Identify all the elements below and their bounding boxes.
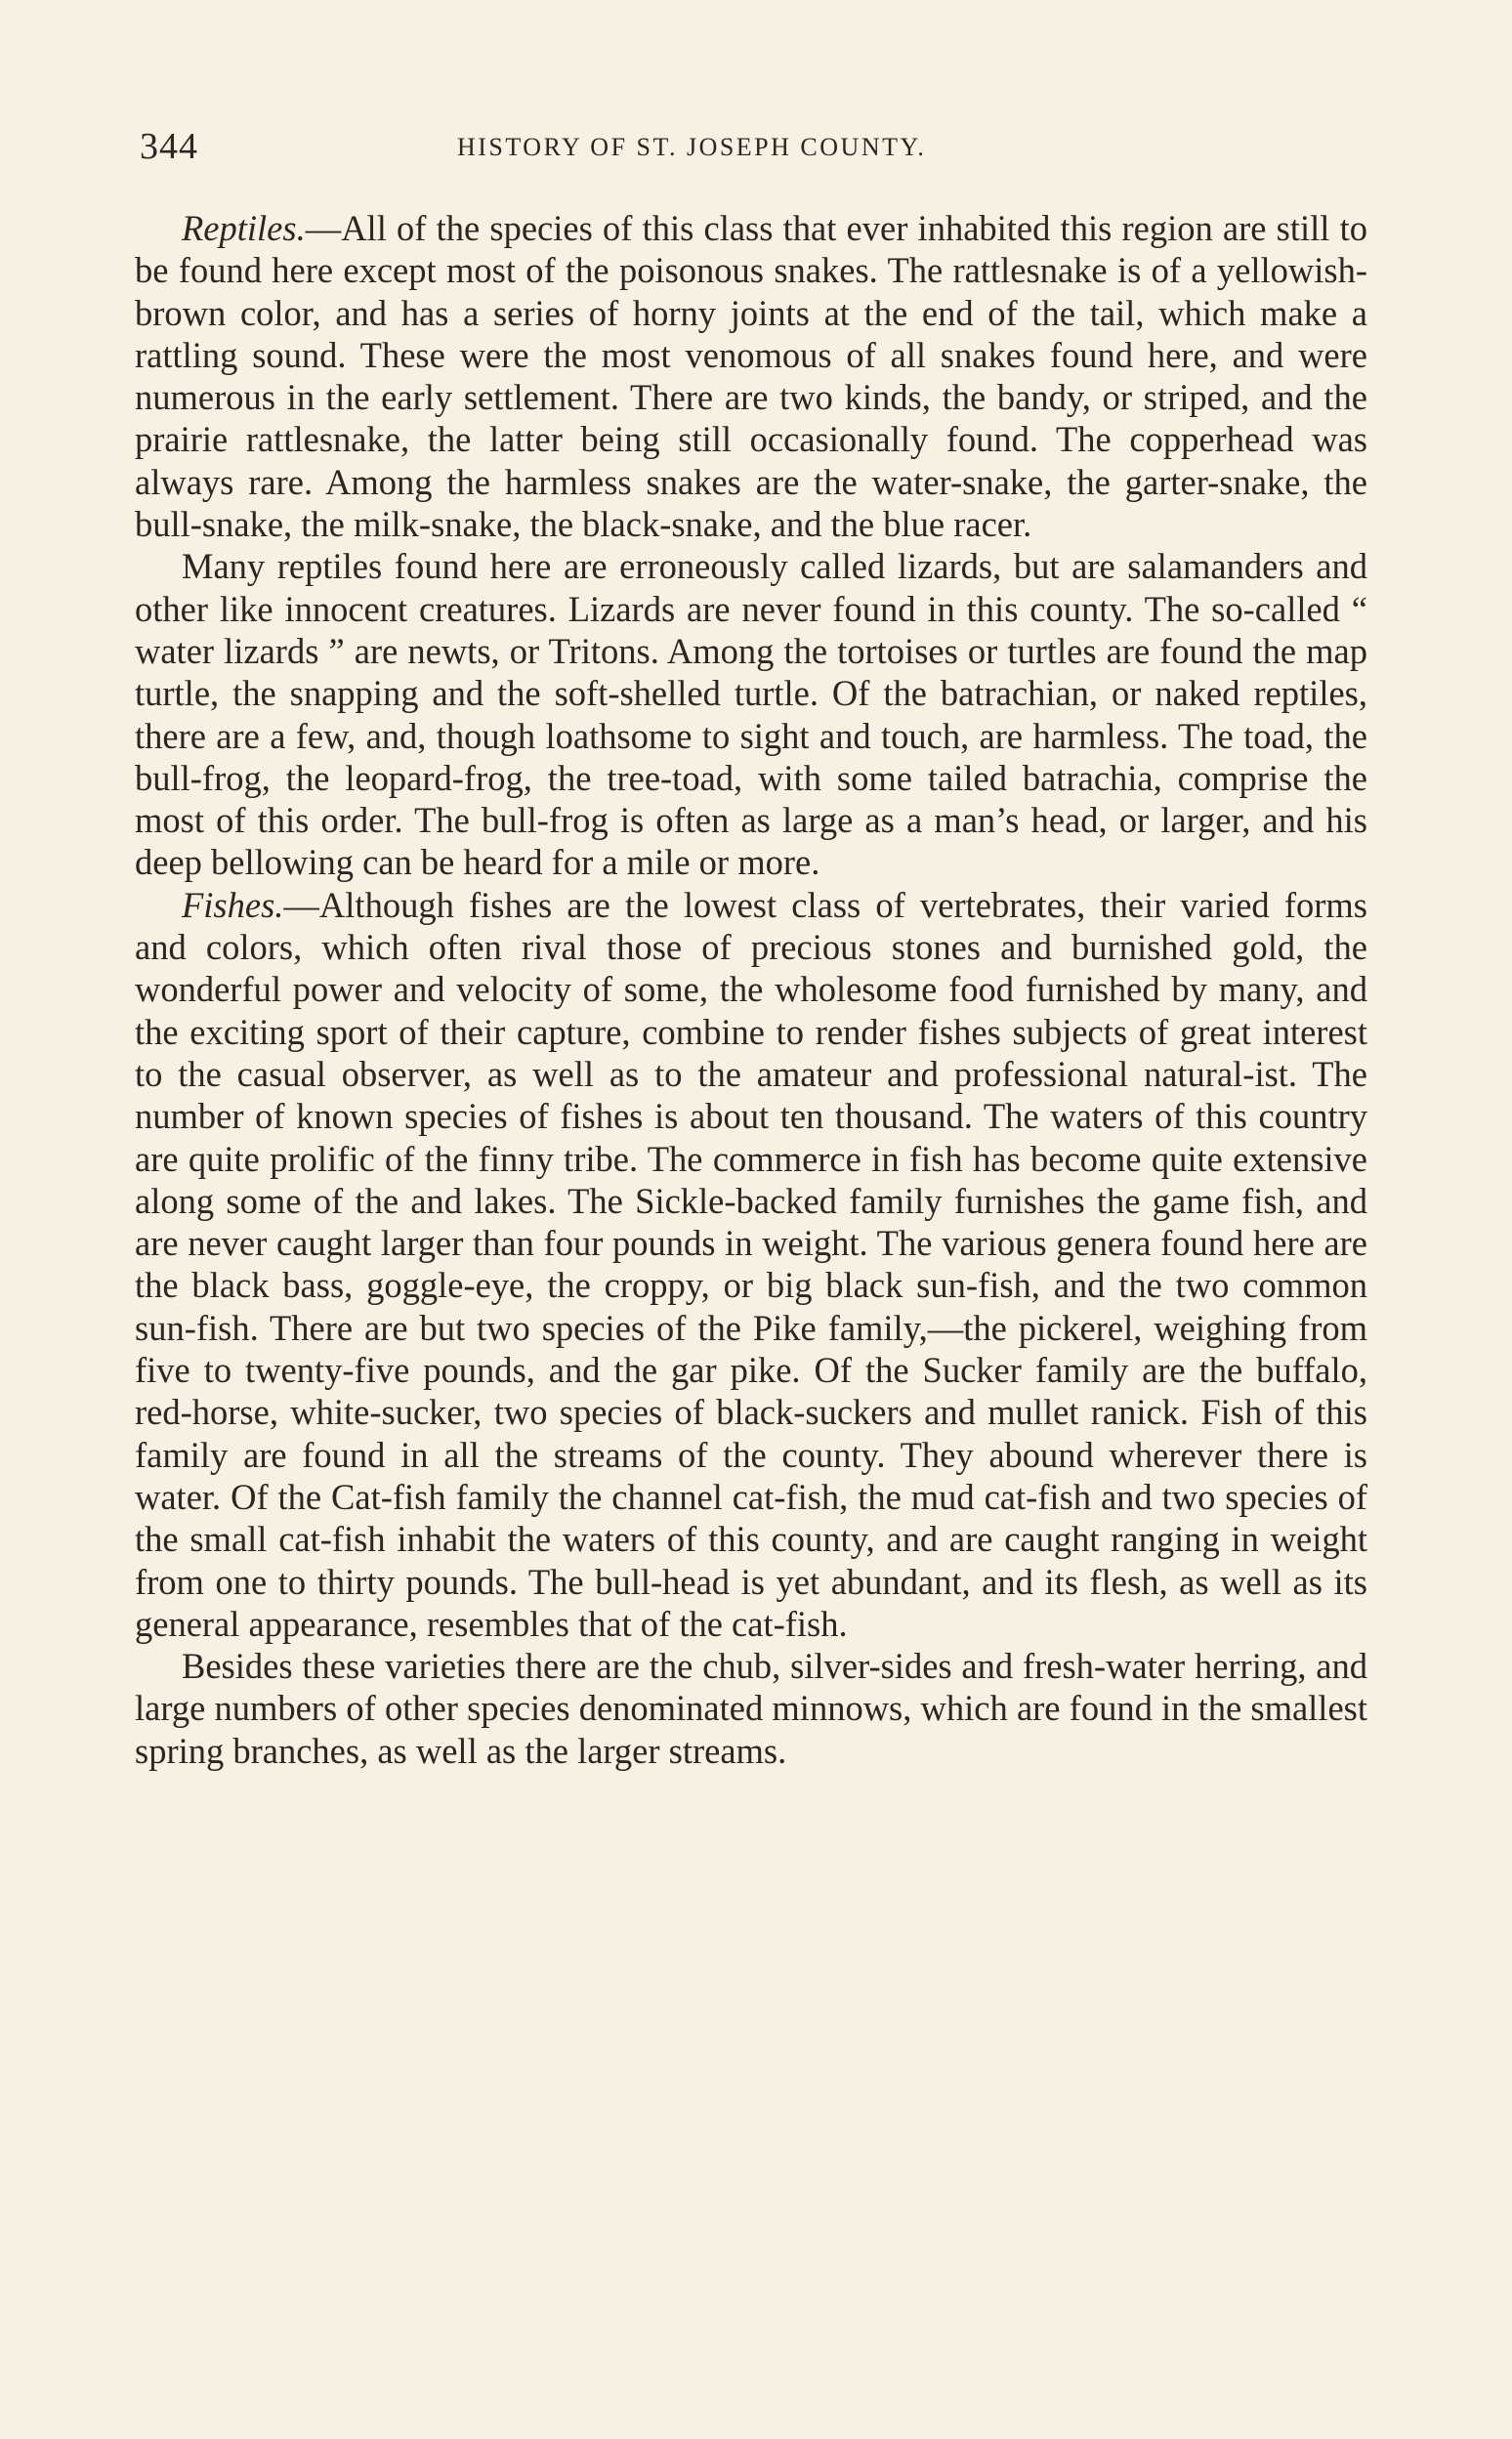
paragraph-text: —Although fishes are the lowest class of vertebrates, their varied forms and colors, which often rival those of precious stones and burnished gold, the wonderful power and velocity of some, the wholesome food furnished by many, and the exciting sport of their capture, combine to render fishes subjects of great interest to the casual observer, as well as to the amateur and professional natural-ist. The number of known species of fishes is about ten thousand. The waters of this country are quite prolific of the finny tribe. The commerce in fish has become quite extensive along some of the and lakes. The Sickle-backed family furnishes the game fish, and are never caught larger than four pounds in weight. The various genera found here are the black bass, goggle-eye, the croppy, or big black sun-fish, and the two common sun-fish. There are but two species of the Pike family,—the pickerel, weighing from five to twenty-five pounds, and the gar pike. Of the Sucker family are the buffalo, red-horse, white-sucker, two species of black-suckers and mullet ranick. Fish of this family are found in all the streams of the county. They abound wherever there is water. Of the Cat-fish family the channel cat-fish, the mud cat-fish and two species of the small cat-fish inhabit the waters of this county, and are caught ranging in weight from one to thirty pounds. The bull-head is yet abundant, and its flesh, as well as its general appearance, resembles that of the cat-fish.: [135, 884, 1367, 1644]
paragraph-lizards: [135, 545, 1367, 883]
paragraph-text: Many reptiles found here are erroneously called lizards, but are salamanders and other like innocent creatures. Lizards are never found in this county. The so-called “ water lizards ” are newts, or Tritons. Among the tortoises or turtles are found the map turtle, the snapping and the soft-shelled turtle. Of the batrachian, or naked reptiles, there are a few, and, though loathsome to sight and touch, are harmless. The toad, the bull-frog, the leopard-frog, the tree-toad, with some tailed batrachia, comprise the most of this order. The bull-frog is often as large as a man’s head, or larger, and his deep bellowing can be heard for a mile or more.: [135, 546, 1367, 883]
section-label-reptiles: Reptiles.: [182, 208, 306, 248]
book-page: [135, 115, 1367, 1772]
paragraph-text: —All of the species of this class that ever inhabited this region are still to be found here except most of the poisonous snakes. The rattlesnake is of a yellowish-brown color, and has a series of horny joints at the end of the tail, which make a rattling sound. These were the most venomous of all snakes found here, and were numerous in the early settlement. There are two kinds, the bandy, or striped, and the prairie rattlesnake, the latter being still occasionally found. The copperhead was always rare. Among the harmless snakes are the water-snake, the garter-snake, the bull-snake, the milk-snake, the black-snake, and the blue racer.: [135, 208, 1367, 545]
section-label-fishes: Fishes.: [182, 884, 284, 925]
paragraph-besides: [135, 1645, 1367, 1772]
running-head: [135, 115, 1367, 174]
body-text: [135, 207, 1367, 1772]
running-title: HISTORY OF ST. JOSEPH COUNTY.: [457, 133, 927, 161]
paragraph-text: Besides these varieties there are the chub, silver-sides and fresh-water herring, and large numbers of other species denominated minnows, which are found in the smallest spring branches, as well as the larger streams.: [135, 1646, 1367, 1771]
paragraph-reptiles: [135, 207, 1367, 545]
paragraph-fishes: [135, 884, 1367, 1645]
page-number: 344: [140, 126, 198, 167]
